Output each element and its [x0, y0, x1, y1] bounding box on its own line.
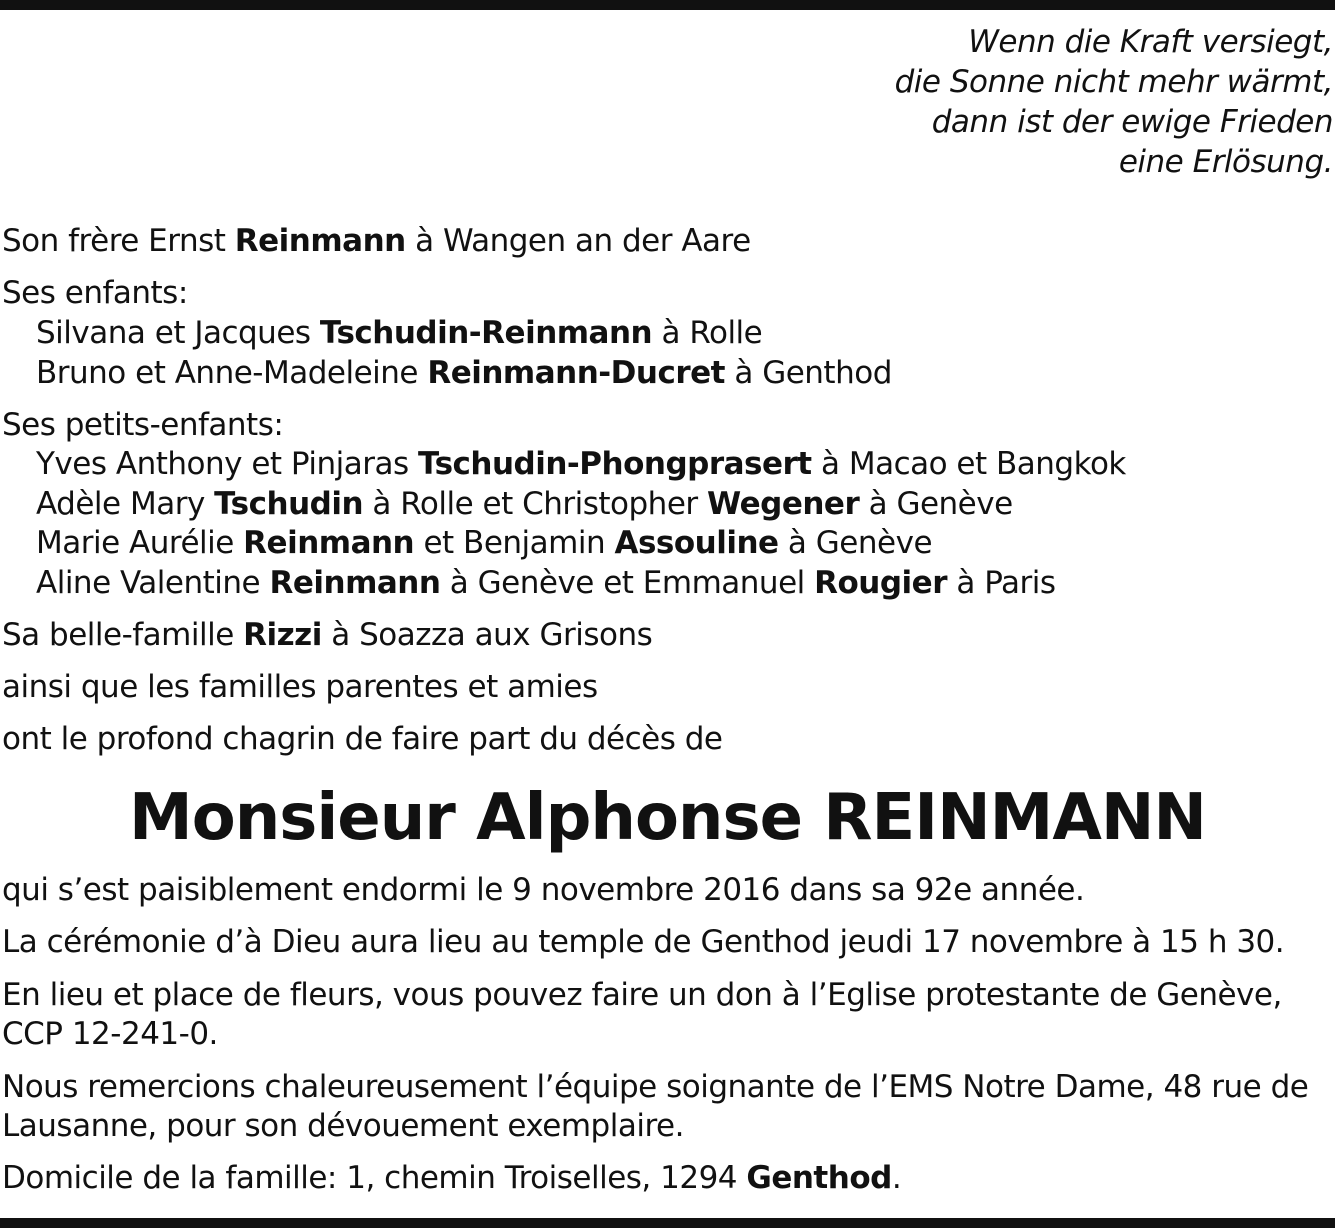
poem-line: Wenn die Kraft versiegt, [968, 24, 1333, 60]
text-run: et Benjamin [414, 525, 615, 561]
text-line [36, 523, 932, 563]
family-name: Genthod [746, 1160, 892, 1196]
family-name: Rizzi [243, 617, 322, 653]
text-line [2, 870, 1084, 910]
text-line [2, 615, 652, 655]
text-run: à Wangen an der Aare [405, 223, 751, 259]
family-name: Tschudin-Phongprasert [418, 446, 812, 482]
text-line [2, 719, 723, 759]
text-run: à Rolle et Christopher [363, 486, 708, 522]
family-name: Wegener [707, 486, 860, 522]
text-run: à Genève et Emmanuel [440, 565, 815, 601]
text-run: ont le profond chagrin de faire part du décès de [2, 721, 723, 757]
text-line [2, 1067, 1308, 1107]
text-line [2, 405, 283, 445]
family-name: Reinmann [269, 565, 441, 601]
family-name: Reinmann-Ducret [427, 355, 725, 391]
text-run: à Genève [859, 486, 1013, 522]
text-run: à Soazza aux Grisons [321, 617, 653, 653]
text-run: qui s’est paisiblement endormi le 9 novembre 2016 dans sa 92e année. [2, 872, 1085, 908]
text-line [2, 1158, 901, 1198]
text-run: à Paris [947, 565, 1056, 601]
family-name: Reinmann [234, 223, 406, 259]
top-border-rule [0, 0, 1335, 10]
text-run: à Genève [778, 525, 933, 561]
text-run: Bruno et Anne-Madeleine [36, 355, 428, 391]
text-run: Son frère Ernst [2, 223, 235, 259]
text-run: Ses enfants: [2, 275, 188, 311]
text-run: Marie Aurélie [36, 525, 244, 561]
text-run: Lausanne, pour son dévouement exemplaire. [2, 1108, 684, 1144]
text-line [36, 563, 1056, 603]
text-run: Adèle Mary [36, 486, 215, 522]
family-name: Tschudin-Reinmann [319, 315, 653, 351]
text-run: Domicile de la famille: 1, chemin Troiselles, 1294 [2, 1160, 747, 1196]
text-line [36, 353, 892, 393]
poem-quote [895, 22, 1333, 182]
deceased-name: Monsieur Alphonse REINMANN [129, 781, 1206, 855]
text-run: CCP 12-241-0. [2, 1016, 218, 1052]
family-name: Assouline [614, 525, 779, 561]
text-run: Aline Valentine [36, 565, 270, 601]
text-line [2, 273, 188, 313]
family-name: Reinmann [243, 525, 415, 561]
text-line [36, 313, 762, 353]
text-line [2, 1014, 218, 1054]
text-run: . [891, 1160, 902, 1196]
text-run: à Rolle [652, 315, 763, 351]
poem-line: eine Erlösung. [1118, 144, 1333, 180]
bottom-border-rule [0, 1218, 1335, 1228]
text-run: Silvana et Jacques [36, 315, 320, 351]
family-name: Tschudin [214, 486, 364, 522]
text-run: ainsi que les familles parentes et amies [2, 669, 598, 705]
text-run: à Macao et Bangkok [811, 446, 1126, 482]
text-line [36, 444, 1126, 484]
poem-line: die Sonne nicht mehr wärmt, [894, 64, 1333, 100]
text-run: Sa belle-famille [2, 617, 244, 653]
text-run: Yves Anthony et Pinjaras [36, 446, 419, 482]
text-run: à Genthod [724, 355, 892, 391]
text-run: Nous remercions chaleureusement l’équipe soignante de l’EMS Notre Dame, 48 rue de [2, 1069, 1309, 1105]
text-line [2, 975, 1282, 1015]
text-line [2, 667, 598, 707]
text-run: Ses petits-enfants: [2, 407, 284, 443]
text-line [2, 221, 751, 261]
poem-line: dann ist der ewige Frieden [931, 104, 1333, 140]
text-run: En lieu et place de fleurs, vous pouvez faire un don à l’Eglise protestante de Genève, [2, 977, 1282, 1013]
text-line [2, 922, 1284, 962]
text-line [2, 1106, 684, 1146]
text-line [36, 484, 1013, 524]
text-run: La cérémonie d’à Dieu aura lieu au temple de Genthod jeudi 17 novembre à 15 h 30. [2, 924, 1285, 960]
family-name: Rougier [814, 565, 947, 601]
